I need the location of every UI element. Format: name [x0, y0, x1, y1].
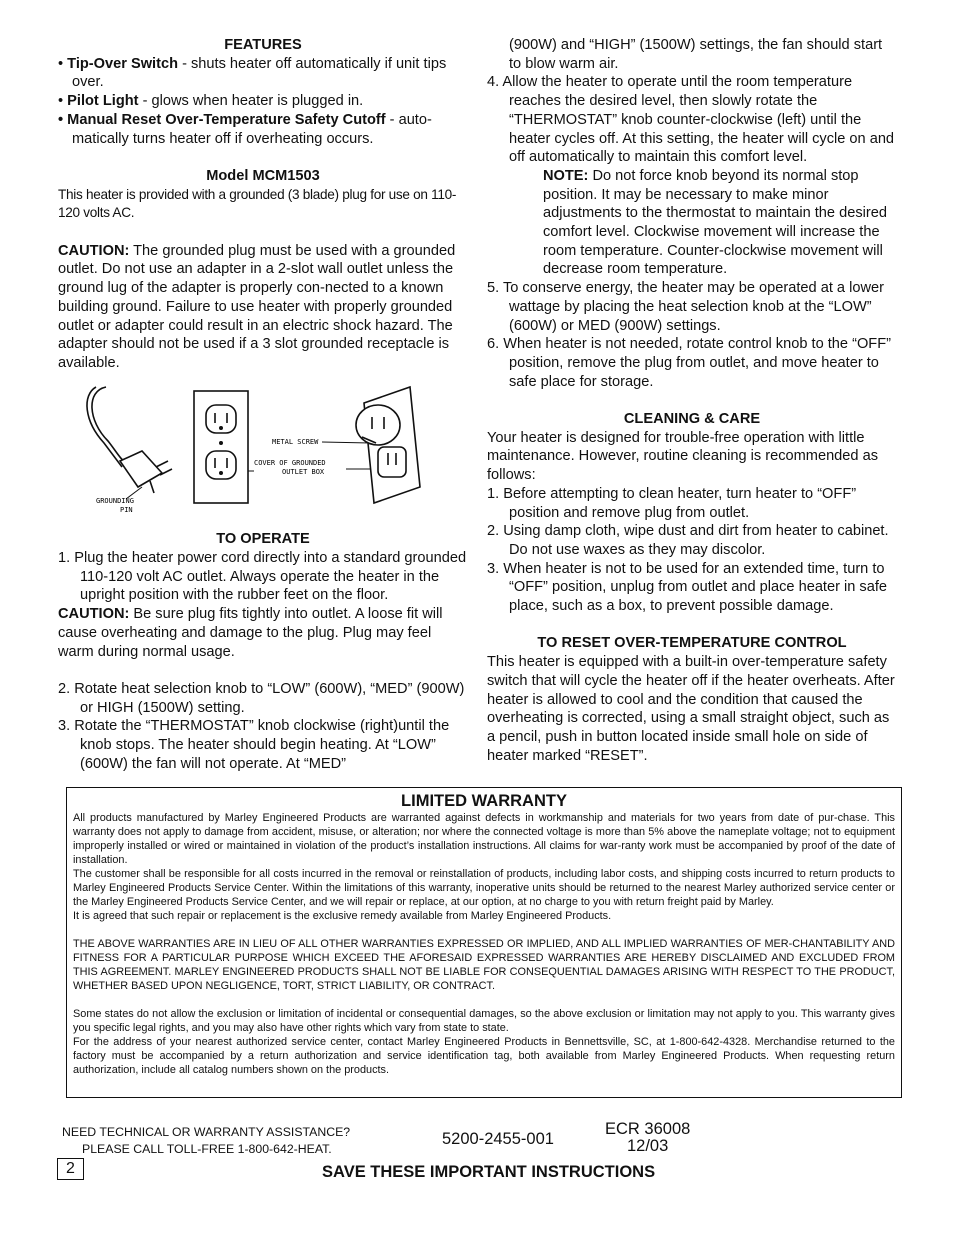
operate-step-3-continued: (900W) and “HIGH” (1500W) settings, the fan should start to blow warm air.: [509, 37, 883, 72]
cleaning-intro: Your heater is designed for trouble-free operation with little maintenance. However, routine cleaning is recommended as follows:: [487, 429, 879, 484]
note-text: Do not force knob beyond its normal stop position. It may be necessary to make minor adjustments to the thermostat to maintain the desired comfort level. Clockwise movement will increase the room temperature. Counter-clockwise movement will decrease room temperature.: [543, 167, 887, 278]
reset-text: This heater is equipped with a built-in over-temperature safety switch that will cycle the heater off if the heater overheats. After heater is allowed to cool and the condition that caused the overheating is corrected, using a small straight object, such as a pencil, push in button located inside small hole on side of heater marked “RESET”.: [487, 654, 895, 764]
page-number: 2: [57, 1158, 84, 1180]
cover-label-2: OUTLET BOX: [282, 467, 325, 476]
feature-tipover: • Tip-Over Switch - shuts heater off automatically if unit tips over.: [58, 55, 447, 91]
cover-label: COVER OF GROUNDED: [254, 458, 326, 467]
grounding-pin-label: GROUNDING: [96, 496, 134, 505]
plug-outlet-illustration: [58, 381, 468, 521]
feature-reset: • Manual Reset Over-Temperature Safety Cutoff - auto-matically turns heater off if overheating occurs.: [58, 111, 432, 147]
pilot-label: Pilot Light: [67, 93, 139, 110]
operate-step-3: 3. Rotate the “THERMOSTAT” knob clockwise (right)until the knob stops. The heater should begin heating. At “LOW” (600W) the fan will not operate. At “MED”: [58, 718, 450, 772]
help-notice: [62, 1124, 350, 1158]
operate-step-5: 5. To conserve energy, the heater may be operated at a lower wattage by placing the heat selection knob at the “LOW” (600W) or MED (900W) settings.: [487, 280, 884, 334]
reset-text: - auto-matically turns heater off if overheating occurs.: [72, 111, 432, 147]
operate-note: [487, 167, 897, 279]
pilot-text: - glows when heater is plugged in.: [138, 93, 364, 110]
model-text: This heater is provided with a grounded (3 blade) plug for use on 110-120 volts AC.: [58, 186, 457, 221]
save-instructions: SAVE THESE IMPORTANT INSTRUCTIONS: [322, 1163, 656, 1181]
metal-screw-label: METAL SCREW: [272, 437, 319, 446]
tipover-label: Tip-Over Switch: [67, 55, 179, 72]
reset-label: Manual Reset Over-Temperature Safety Cutoff: [67, 111, 386, 128]
cleaning-heading: CLEANING & CARE: [623, 411, 761, 428]
cleaning-step-2: 2. Using damp cloth, wipe dust and dirt from heater to cabinet. Do not use waxes as they may discolor.: [487, 523, 889, 558]
warranty-p3: It is agreed that such repair or replacement is the exclusive remedy available from Marley Engineered Products.: [73, 910, 612, 922]
operate-step-2: 2. Rotate heat selection knob to “LOW” (600W), “MED” (900W) or HIGH (1500W) setting.: [58, 680, 465, 716]
part-number: 5200-2455-001: [442, 1130, 554, 1148]
help-line-2: PLEASE CALL TOLL-FREE 1-800-642-HEAT.: [82, 1142, 332, 1156]
ecr-number: ECR 36008: [605, 1120, 691, 1138]
warranty-p1: All products manufactured by Marley Engineered Products are warranted against defects in workmanship and materials for two years from date of pur-chase. This warranty does not apply to damage from accident, misuse, or alteration; nor where the connected voltage is more than 5% above the nameplate voltage; not to equipment improperly installed or wired or maintained in violation of the product’s installation instructions. All claims for war-ranty work must be accompanied by proof of the date of installation.: [73, 812, 895, 866]
cleaning-step-3: 3. When heater is not to be used for an extended time, turn to “OFF” position, unplug from outlet and place heater in safe place, such as a box, to prevent possible damage.: [487, 560, 888, 615]
warranty-p6: For the address of your nearest authorized service center, contact Marley Engineered Products in Bennettsville, SC, at 1-800-642-4328. Merchandise returned to the factory must be accompanied by a return authorization and service identification tag, both available from Marley Engineered Products. When requesting return authorization, include all catalog numbers shown on the products.: [73, 1036, 895, 1076]
tipover-text: - shuts heater off automatically if unit tips over.: [72, 55, 447, 91]
reset-heading: TO RESET OVER-TEMPERATURE CONTROL: [537, 635, 847, 652]
feature-pilot: • Pilot Light - glows when heater is plugged in.: [58, 93, 364, 110]
warranty-p2: The customer shall be responsible for all costs incurred in the removal or reinstallation of products, including labor costs, and shipping costs incurred to return products to Marley Engineered Products Service Center. Within the limitations of this warranty, inoperative units should be returned to the nearest Marley authorized service center or the Marley Engineered Products Service Center, and we will repair or replace, at our option, at no charge to you with return freight paid by Marley.: [73, 868, 895, 908]
note-label: NOTE:: [543, 167, 589, 184]
operate-step-4: 4. Allow the heater to operate until the room temperature reaches the desired level, then slowly rotate the “THERMOSTAT” knob counter-clockwise (left) until the heater cycles off. At this setting, the heater will cycle on and off automatically to maintain this comfort level.: [487, 74, 895, 166]
model-caution: [58, 242, 468, 373]
warranty-box: [66, 787, 902, 1098]
caution-text: The grounded plug must be used with a grounded outlet. Do not use an adapter in a 2-slot wall outlet unless the ground lug of the adapter is properly con-nected to a known building ground. Failure to use heater with properly grounded outlet or adapter could result in an electric shock hazard. The adapter should not be used if a 3 slot grounded receptacle is available.: [58, 242, 456, 371]
model-heading: Model MCM1503: [206, 167, 320, 184]
operate-caution-text: Be sure plug fits tightly into outlet. A loose fit will cause overheating and damage to the plug. Plug may feel warm during normal usage.: [58, 606, 443, 660]
features-heading: FEATURES: [224, 37, 302, 53]
operate-caution-label: CAUTION:: [58, 606, 130, 623]
caution-label: CAUTION:: [58, 242, 130, 259]
operate-step-1: 1. Plug the heater power cord directly into a standard grounded 110-120 volt AC outlet. Always operate the heater in the upright position with the rubber feet on the floor.: [58, 550, 467, 604]
cleaning-step-1: 1. Before attempting to clean heater, turn heater to “OFF” position and remove plug from outlet.: [487, 485, 857, 521]
left-column: [58, 36, 468, 773]
operate-caution: [58, 605, 468, 661]
operate-step-6: 6. When heater is not needed, rotate control knob to the “OFF” position, remove the plug from outlet, and move heater to safe place for storage.: [487, 336, 891, 390]
warranty-title: LIMITED WARRANTY: [401, 792, 567, 810]
ecr-block: [605, 1121, 690, 1155]
ecr-date: 12/03: [627, 1137, 669, 1155]
grounding-pin-label-2: PIN: [120, 505, 133, 514]
warranty-p4: THE ABOVE WARRANTIES ARE IN LIEU OF ALL OTHER WARRANTIES EXPRESSED OR IMPLIED, AND ALL IMPLIED WARRANTIES OF MER-CHANTABILITY AND FITNESS FOR A PARTICULAR PURPOSE WHICH EXCEED THE AFORESAID EXPRESSED WARRANTIES ARE HEREBY DISCLAIMED AND EXCLUDED FROM THIS AGREEMENT. MARLEY ENGINEERED PRODUCTS SHALL NOT BE LIABLE FOR CONSEQUENTIAL DAMAGES ARISING WITH RESPECT TO THE PRODUCT, WHETHER BASED UPON NEGLIGENCE, TORT, STRICT LIABILITY, OR CONTRACT.: [73, 938, 895, 992]
help-line-1: NEED TECHNICAL OR WARRANTY ASSISTANCE?: [62, 1125, 351, 1139]
right-column: [487, 36, 897, 765]
warranty-p5: Some states do not allow the exclusion or limitation of incidental or consequential damages, so the above exclusion or limitation may not apply to you. This warranty gives you specific legal rights, and you may also have other rights which vary from state to state.: [73, 1008, 895, 1034]
operate-heading: TO OPERATE: [216, 531, 310, 548]
